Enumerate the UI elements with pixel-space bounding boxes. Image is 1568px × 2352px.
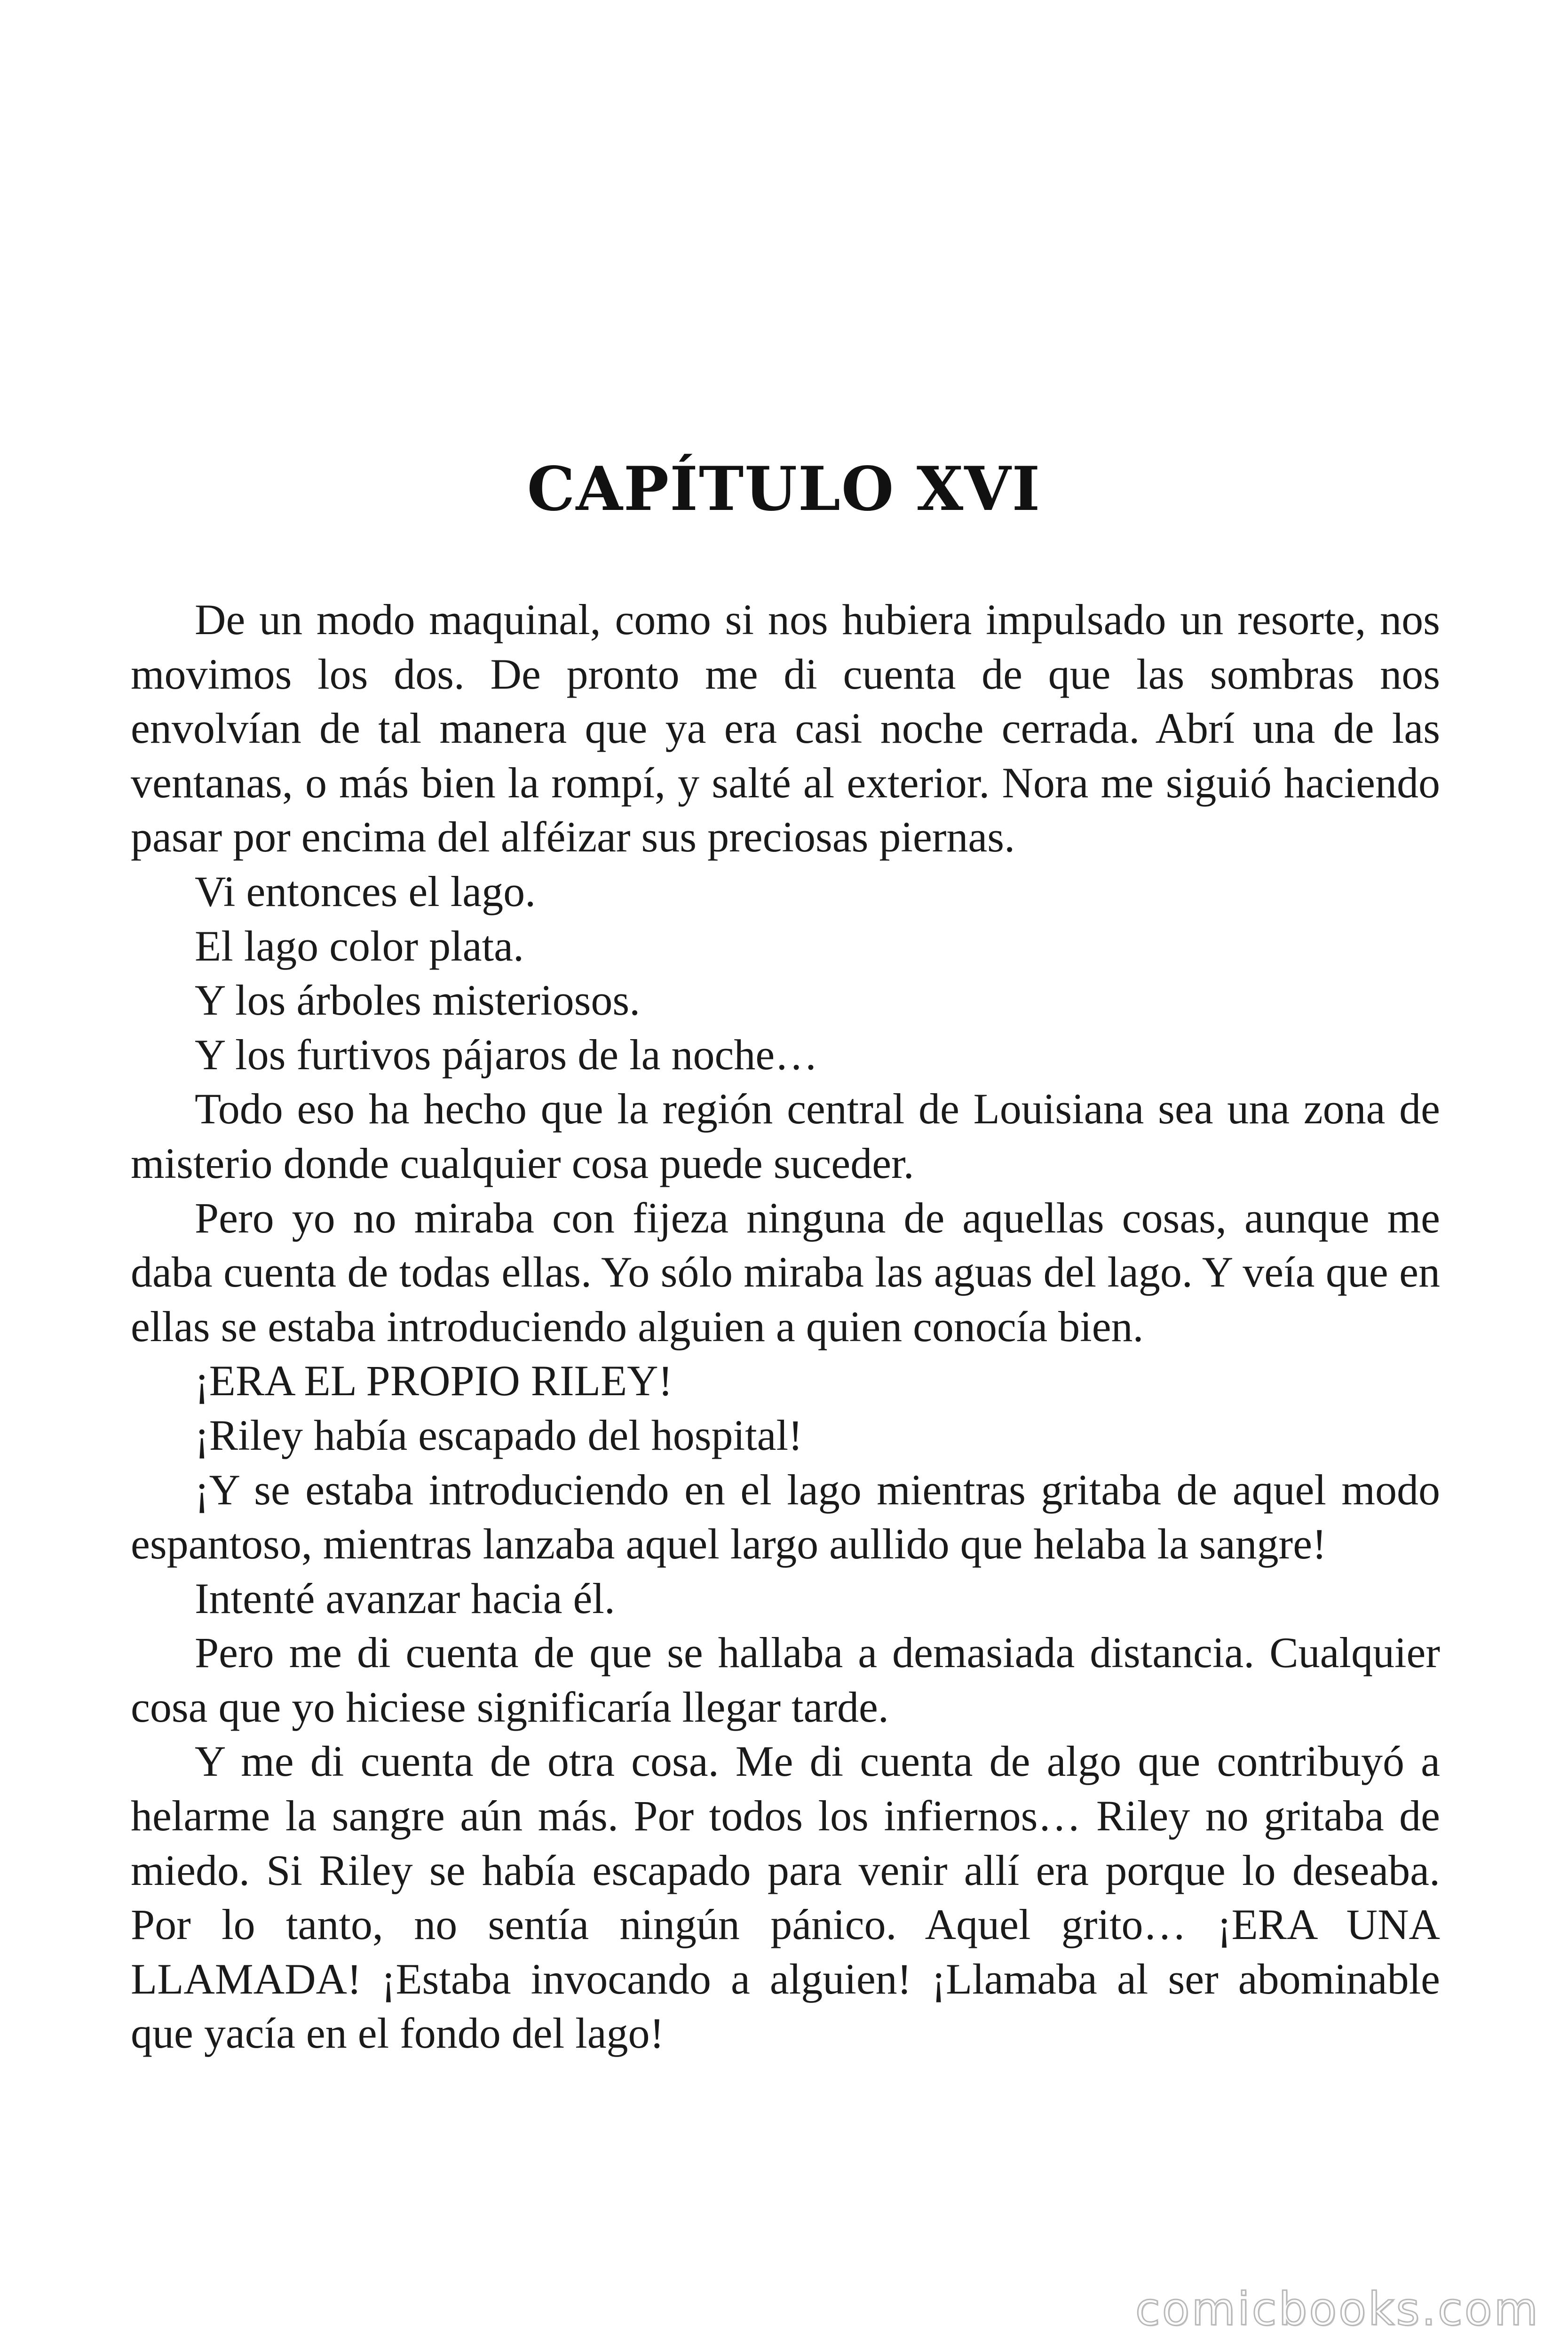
chapter-body [131,593,1440,2061]
paragraph: ¡Y se estaba introduciendo en el lago mientras gritaba de aquel modo espantoso, mientras lanzaba aquel largo aullido que helaba la sangre! [131,1465,1440,1568]
paragraph: Todo eso ha hecho que la región central de Louisiana sea una zona de misterio donde cualquier cosa puede suceder. [131,1085,1440,1187]
paragraph: El lago color plata. [195,922,524,970]
paragraph: De un modo maquinal, como si nos hubiera impulsado un resorte, nos movimos los dos. De pronto me di cuenta de que las sombras nos envolvían de tal manera que ya era casi noche cerrada. Abrí una de las ventanas, o más bien la rompí, y salté al exterior. Nora me siguió haciendo pasar por encima del alféizar sus preciosas piernas. [131,596,1440,861]
paragraph: Y los árboles misteriosos. [195,976,641,1025]
paragraph: Pero me di cuenta de que se hallaba a demasiada distancia. Cualquier cosa que yo hiciese significaría llegar tarde. [131,1629,1440,1731]
paragraph: Vi entonces el lago. [195,867,536,915]
paragraph: Pero yo no miraba con fijeza ninguna de aquellas cosas, aunque me daba cuenta de todas ellas. Yo sólo miraba las aguas del lago. Y veía que en ellas se estaba introduciendo alguien a quien conocía bien. [131,1193,1440,1351]
paragraph: Y los furtivos pájaros de la noche… [195,1030,818,1079]
watermark: comicbooks.com [1135,2283,1540,2336]
paragraph: ¡ERA EL PROPIO RILEY! [195,1357,673,1405]
chapter-title: CAPÍTULO XVI [527,454,1041,524]
paragraph: Intenté avanzar hacia él. [195,1574,615,1622]
paragraph: ¡Riley había escapado del hospital! [195,1411,803,1459]
paragraph: Y me di cuenta de otra cosa. Me di cuenta de algo que contribuyó a helarme la sangre aún más. Por todos los infiernos… Riley no gritaba de miedo. Si Riley se había escapado para venir allí era porque lo deseaba. Por lo tanto, no sentía ningún pánico. Aquel grito… ¡ERA UNA LLAMADA! ¡Estaba invocando a alguien! ¡Llamaba al ser abominable que yacía en el fondo del lago! [131,1737,1440,2058]
